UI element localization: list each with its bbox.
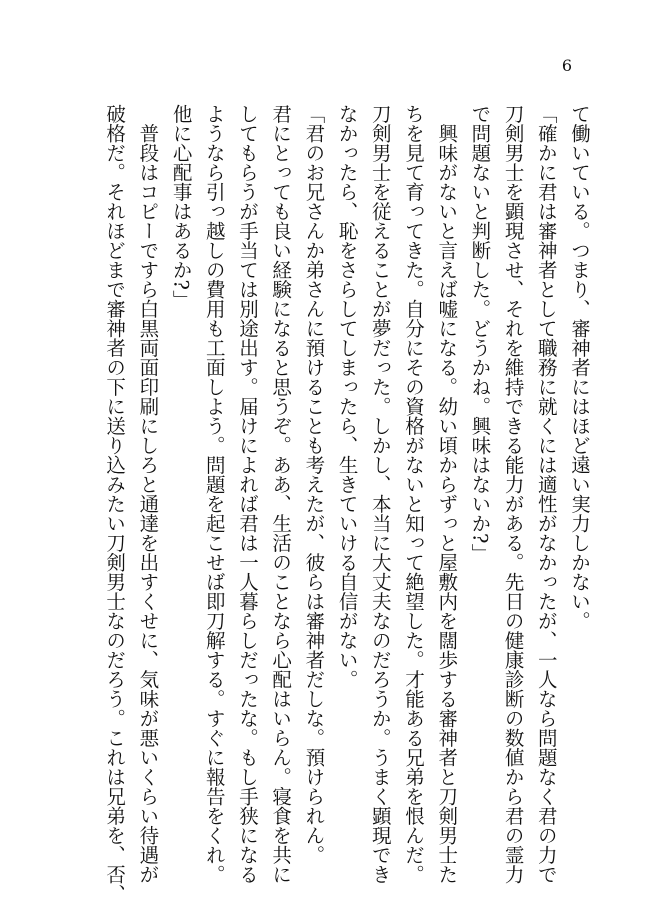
- text-line: ようなら引っ越しの費用も工面しよう。問題を起こせば即刀解する。すぐに報告をくれ。: [202, 104, 226, 884]
- text-line: 刀剣男士を顕現させ、それを維持できる能力がある。先日の健康診断の数値から君の霊力: [501, 104, 525, 884]
- text-line: 刀剣男士を従えることが夢だった。しかし、本当に大丈夫なのだろうか。うまく顕現でき: [368, 104, 392, 884]
- text-line: なかったら、恥をさらしてしまったら、生きていける自信がない。: [335, 104, 359, 689]
- text-line: で問題ないと判断した。どうかね。興味はないか?」: [468, 104, 492, 563]
- text-line: 「確かに君は審神者として職務に就くには適性がなかったが、一人なら問題なく君の力で: [534, 104, 558, 884]
- text-line: ちを見て育ってきた。自分にその資格がないと知って絶望した。才能ある兄弟を恨んだ。: [401, 104, 425, 884]
- text-line: 興味がないと言えば嘘になる。幼い頃からずっと屋敷内を闊歩する審神者と刀剣男士た: [435, 104, 459, 884]
- text-line: 「君のお兄さんか弟さんに預けることも考えたが、彼らは審神者だしな。預けられん。: [302, 104, 326, 865]
- page-number: 6: [561, 56, 573, 75]
- text-line: 他に心配事はあるか?」: [169, 104, 193, 310]
- vertical-text-body: [36, 104, 596, 904]
- text-line: 破格だ。それほどまで審神者の下に送り込みたい刀剣男士なのだろう。これは兄弟を、否、: [103, 104, 127, 904]
- text-line: してもらうが手当ては別途出す。届けによれば君は一人暮らしだったな。もし手狭になる: [235, 104, 259, 884]
- text-line: 君にとっても良い経験になると思うぞ。ああ、生活のことなら心配はいらん。寝食を共に: [269, 104, 293, 884]
- text-line: て働いている。つまり、審神者にはほど遠い実力しかない。: [568, 104, 591, 631]
- text-line: 普段はコピーですら白黒両面印刷にしろと通達を出すくせに、気味が悪いくらい待遇が: [136, 104, 160, 884]
